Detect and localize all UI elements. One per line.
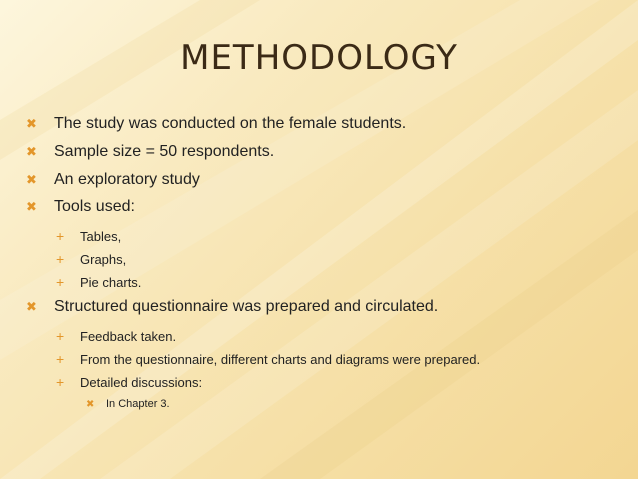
x-bullet-icon: ✖ — [26, 116, 37, 131]
list-subitem — [56, 328, 176, 344]
list-item-text: The study was conducted on the female students. — [54, 115, 407, 132]
list-subitem-text: Detailed discussions: — [80, 374, 203, 390]
plus-bullet-icon: + — [56, 274, 65, 290]
x-bullet-icon: ✖ — [26, 144, 37, 159]
x-bullet-icon: ✖ — [26, 199, 37, 214]
list-item — [26, 298, 438, 316]
plus-bullet-icon: + — [56, 328, 65, 344]
list-item-text: An exploratory study — [54, 171, 200, 188]
slide-title: METHODOLOGY — [180, 38, 458, 78]
plus-bullet-icon: + — [56, 228, 65, 244]
list-item — [26, 198, 135, 216]
plus-bullet-icon: + — [56, 351, 65, 367]
list-subsubitem — [86, 398, 170, 410]
list-subitem — [56, 351, 480, 367]
list-item-text: Structured questionnaire was prepared and circulated. — [54, 298, 439, 315]
list-subitem — [56, 251, 126, 267]
list-item — [26, 171, 200, 189]
list-subitem — [56, 374, 202, 390]
plus-bullet-icon: + — [56, 251, 65, 267]
list-subitem-text: From the questionnaire, different charts and diagrams were prepared. — [80, 351, 481, 367]
list-subsubitem-text: In Chapter 3. — [106, 398, 170, 410]
list-subitem-text: Pie charts. — [80, 274, 142, 290]
list-item — [26, 115, 406, 133]
list-item — [26, 143, 274, 161]
plus-bullet-icon: + — [56, 374, 65, 390]
list-subitem — [56, 274, 141, 290]
x-bullet-icon: ✖ — [26, 172, 37, 187]
x-bullet-icon: ✖ — [26, 299, 37, 314]
list-item-text: Sample size = 50 respondents. — [54, 143, 275, 160]
x-bullet-icon: ✖ — [86, 398, 95, 410]
list-subitem — [56, 228, 121, 244]
list-subitem-text: Feedback taken. — [80, 328, 177, 344]
list-subitem-text: Tables, — [80, 228, 122, 244]
list-subitem-text: Graphs, — [80, 251, 127, 267]
list-item-text: Tools used: — [54, 198, 135, 215]
